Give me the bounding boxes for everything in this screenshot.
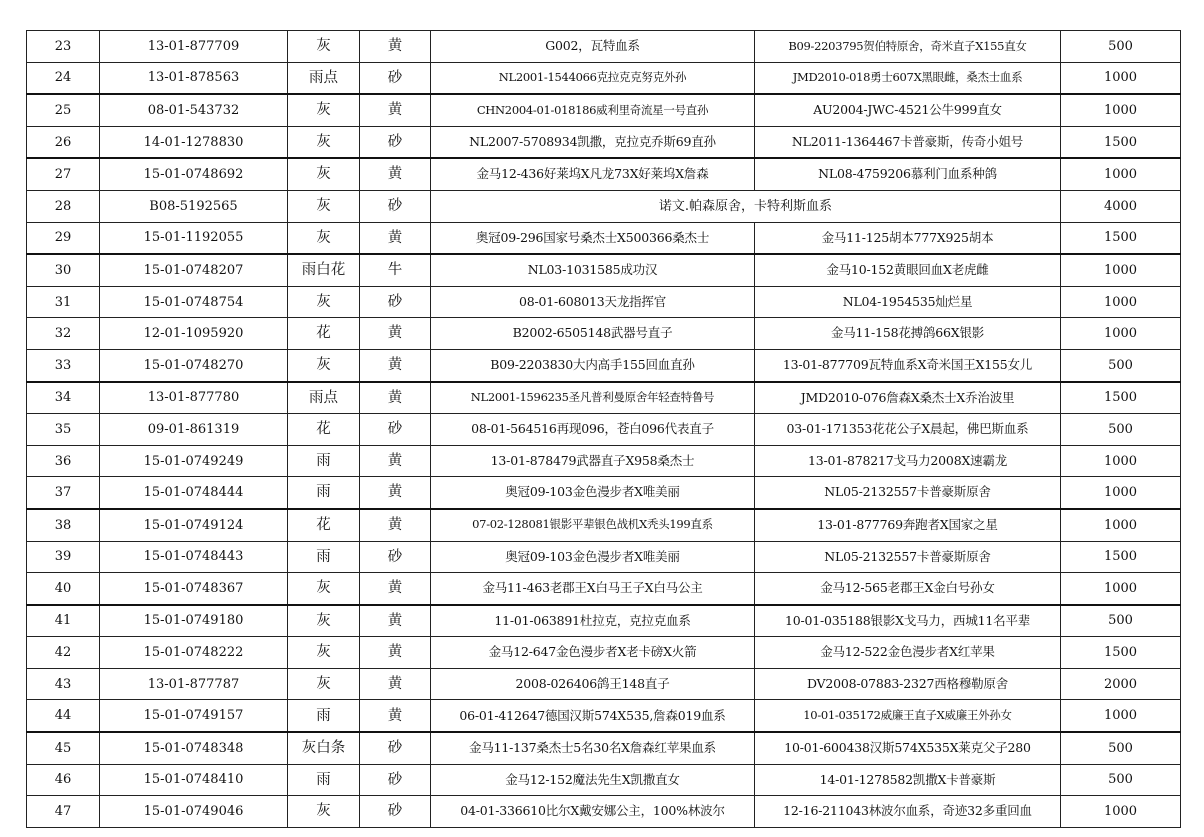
ring-number-cell: 13-01-877709	[100, 31, 288, 63]
price-cell: 1000	[1061, 254, 1181, 286]
eye-color-cell: 黄	[360, 668, 431, 700]
sire-pedigree-cell: 奥冠09-296国家号桑杰士X500366桑杰士	[431, 222, 755, 254]
sire-pedigree-cell: 金马12-152魔法先生X凯撒直女	[431, 764, 755, 796]
sire-pedigree-cell: NL2001-1596235圣凡普利曼原舍年轻查特鲁号	[431, 382, 755, 414]
ring-number-cell: 15-01-0749157	[100, 700, 288, 732]
price-cell: 1000	[1061, 509, 1181, 541]
eye-color-cell: 黄	[360, 509, 431, 541]
table-row	[27, 605, 1181, 637]
feather-color-cell: 灰	[288, 668, 360, 700]
eye-color-cell: 砂	[360, 414, 431, 446]
dam-pedigree-cell: 10-01-035172威廉王直子X威廉王外孙女	[755, 700, 1061, 732]
eye-color-cell: 黄	[360, 318, 431, 350]
feather-color-cell: 雨点	[288, 62, 360, 94]
feather-color-cell: 花	[288, 509, 360, 541]
feather-color-cell: 灰	[288, 158, 360, 190]
dam-pedigree-cell: 金马12-565老郡王X金白号孙女	[755, 573, 1061, 605]
price-cell: 1000	[1061, 94, 1181, 126]
price-cell: 1000	[1061, 62, 1181, 94]
sire-pedigree-cell: B09-2203830大内高手155回血直孙	[431, 349, 755, 381]
row-number-cell: 47	[27, 796, 100, 828]
feather-color-cell: 灰	[288, 222, 360, 254]
ring-number-cell: 15-01-0748222	[100, 637, 288, 669]
dam-pedigree-cell: 03-01-171353花花公子X晨起，佛巴斯血系	[755, 414, 1061, 446]
ring-number-cell: 15-01-0748754	[100, 286, 288, 318]
table-row	[27, 62, 1181, 94]
feather-color-cell: 灰	[288, 605, 360, 637]
feather-color-cell: 灰白条	[288, 732, 360, 764]
table-row	[27, 318, 1181, 350]
price-cell: 500	[1061, 349, 1181, 381]
eye-color-cell: 砂	[360, 764, 431, 796]
table-row	[27, 414, 1181, 446]
price-cell: 1000	[1061, 700, 1181, 732]
sire-pedigree-cell: 13-01-878479武器直子X958桑杰士	[431, 445, 755, 477]
row-number-cell: 40	[27, 573, 100, 605]
price-cell: 1500	[1061, 382, 1181, 414]
dam-pedigree-cell: 13-01-877709瓦特血系X奇米国王X155女儿	[755, 349, 1061, 381]
eye-color-cell: 黄	[360, 445, 431, 477]
feather-color-cell: 灰	[288, 573, 360, 605]
dam-pedigree-cell: DV2008-07883-2327西格穆勒原舍	[755, 668, 1061, 700]
table-body	[27, 31, 1181, 828]
table-row	[27, 541, 1181, 573]
sire-pedigree-cell: 金马11-463老郡王X白马王子X白马公主	[431, 573, 755, 605]
ring-number-cell: 15-01-0749180	[100, 605, 288, 637]
table-row	[27, 382, 1181, 414]
price-cell: 500	[1061, 764, 1181, 796]
price-cell: 1000	[1061, 573, 1181, 605]
eye-color-cell: 黄	[360, 222, 431, 254]
dam-pedigree-cell: 10-01-035188银影X戈马力，西城11名平辈	[755, 605, 1061, 637]
table-row	[27, 94, 1181, 126]
feather-color-cell: 灰	[288, 286, 360, 318]
ring-number-cell: 13-01-877787	[100, 668, 288, 700]
ring-number-cell: 15-01-0748348	[100, 732, 288, 764]
sire-pedigree-cell: 08-01-564516再现096，苍白096代表直子	[431, 414, 755, 446]
eye-color-cell: 牛	[360, 254, 431, 286]
sire-pedigree-cell: NL2007-5708934凯撒，克拉克乔斯69直孙	[431, 126, 755, 158]
feather-color-cell: 雨	[288, 477, 360, 509]
sire-pedigree-cell: 金马12-436好莱坞X凡龙73X好莱坞X詹森	[431, 158, 755, 190]
price-cell: 1000	[1061, 477, 1181, 509]
dam-pedigree-cell: 10-01-600438汉斯574X535X莱克父子280	[755, 732, 1061, 764]
table-row	[27, 349, 1181, 381]
eye-color-cell: 黄	[360, 477, 431, 509]
price-cell: 1000	[1061, 796, 1181, 828]
ring-number-cell: 15-01-0748444	[100, 477, 288, 509]
ring-number-cell: 15-01-0749046	[100, 796, 288, 828]
dam-pedigree-cell: 金马10-152黄眼回血X老虎雌	[755, 254, 1061, 286]
price-cell: 500	[1061, 605, 1181, 637]
ring-number-cell: 15-01-1192055	[100, 222, 288, 254]
price-cell: 500	[1061, 732, 1181, 764]
eye-color-cell: 黄	[360, 605, 431, 637]
eye-color-cell: 砂	[360, 190, 431, 222]
sire-pedigree-cell: 11-01-063891杜拉克，克拉克血系	[431, 605, 755, 637]
sire-pedigree-cell: NL2001-1544066克拉克克努克外孙	[431, 62, 755, 94]
dam-pedigree-cell: NL05-2132557卡普豪斯原舍	[755, 477, 1061, 509]
feather-color-cell: 花	[288, 318, 360, 350]
feather-color-cell: 灰	[288, 637, 360, 669]
eye-color-cell: 黄	[360, 158, 431, 190]
feather-color-cell: 灰	[288, 349, 360, 381]
eye-color-cell: 砂	[360, 541, 431, 573]
eye-color-cell: 砂	[360, 62, 431, 94]
price-cell: 500	[1061, 414, 1181, 446]
table-row	[27, 764, 1181, 796]
ring-number-cell: 13-01-877780	[100, 382, 288, 414]
dam-pedigree-cell: NL04-1954535灿烂星	[755, 286, 1061, 318]
sire-pedigree-cell: 金马12-647金色漫步者X老卡磅X火箭	[431, 637, 755, 669]
sire-pedigree-cell: 04-01-336610比尔X戴安娜公主，100%林波尔	[431, 796, 755, 828]
row-number-cell: 41	[27, 605, 100, 637]
dam-pedigree-cell: B09-2203795贺伯特原舍，奇米直子X155直女	[755, 31, 1061, 63]
dam-pedigree-cell: 金马11-125胡本777X925胡本	[755, 222, 1061, 254]
eye-color-cell: 黄	[360, 94, 431, 126]
row-number-cell: 32	[27, 318, 100, 350]
ring-number-cell: 15-01-0748410	[100, 764, 288, 796]
sire-pedigree-cell: G002，瓦特血系	[431, 31, 755, 63]
feather-color-cell: 花	[288, 414, 360, 446]
sire-pedigree-cell: 金马11-137桑杰士5名30名X詹森红苹果血系	[431, 732, 755, 764]
eye-color-cell: 砂	[360, 732, 431, 764]
feather-color-cell: 雨	[288, 541, 360, 573]
price-cell: 1500	[1061, 637, 1181, 669]
dam-pedigree-cell: JMD2010-018勇士607X黑眼雌，桑杰士血系	[755, 62, 1061, 94]
feather-color-cell: 雨	[288, 700, 360, 732]
table-row	[27, 573, 1181, 605]
row-number-cell: 28	[27, 190, 100, 222]
sire-pedigree-cell: 06-01-412647德国汉斯574X535,詹森019血系	[431, 700, 755, 732]
row-number-cell: 24	[27, 62, 100, 94]
price-cell: 1000	[1061, 318, 1181, 350]
eye-color-cell: 黄	[360, 382, 431, 414]
row-number-cell: 45	[27, 732, 100, 764]
table-row	[27, 796, 1181, 828]
table-row	[27, 700, 1181, 732]
row-number-cell: 37	[27, 477, 100, 509]
sire-pedigree-cell: 07-02-128081银影平辈银色战机X秃头199直系	[431, 509, 755, 541]
row-number-cell: 33	[27, 349, 100, 381]
dam-pedigree-cell: JMD2010-076詹森X桑杰士X乔治波里	[755, 382, 1061, 414]
eye-color-cell: 砂	[360, 126, 431, 158]
eye-color-cell: 砂	[360, 796, 431, 828]
pigeon-listing-table	[26, 30, 1181, 828]
table-row	[27, 668, 1181, 700]
price-cell: 1500	[1061, 126, 1181, 158]
price-cell: 1000	[1061, 158, 1181, 190]
sire-pedigree-cell: 奥冠09-103金色漫步者X唯美丽	[431, 541, 755, 573]
pedigree-merged-cell: 诺文.帕森原舍，卡特利斯血系	[431, 190, 1061, 222]
price-cell: 500	[1061, 31, 1181, 63]
price-cell: 1500	[1061, 222, 1181, 254]
eye-color-cell: 砂	[360, 286, 431, 318]
ring-number-cell: 15-01-0748443	[100, 541, 288, 573]
price-cell: 2000	[1061, 668, 1181, 700]
row-number-cell: 25	[27, 94, 100, 126]
ring-number-cell: 15-01-0749124	[100, 509, 288, 541]
feather-color-cell: 灰	[288, 31, 360, 63]
table-row	[27, 637, 1181, 669]
dam-pedigree-cell: 13-01-878217戈马力2008X速霸龙	[755, 445, 1061, 477]
table-row	[27, 222, 1181, 254]
dam-pedigree-cell: 13-01-877769奔跑者X国家之星	[755, 509, 1061, 541]
eye-color-cell: 黄	[360, 349, 431, 381]
row-number-cell: 31	[27, 286, 100, 318]
price-cell: 4000	[1061, 190, 1181, 222]
dam-pedigree-cell: 12-16-211043林波尔血系，奇迹32多重回血	[755, 796, 1061, 828]
sire-pedigree-cell: CHN2004-01-018186威利里奇流星一号直孙	[431, 94, 755, 126]
row-number-cell: 44	[27, 700, 100, 732]
table-row	[27, 477, 1181, 509]
ring-number-cell: 15-01-0748367	[100, 573, 288, 605]
table-row	[27, 190, 1181, 222]
price-cell: 1500	[1061, 541, 1181, 573]
price-cell: 1000	[1061, 286, 1181, 318]
row-number-cell: 46	[27, 764, 100, 796]
ring-number-cell: 14-01-1278830	[100, 126, 288, 158]
row-number-cell: 35	[27, 414, 100, 446]
row-number-cell: 27	[27, 158, 100, 190]
table-row	[27, 158, 1181, 190]
table-row	[27, 254, 1181, 286]
table-row	[27, 126, 1181, 158]
eye-color-cell: 黄	[360, 637, 431, 669]
ring-number-cell: B08-5192565	[100, 190, 288, 222]
sire-pedigree-cell: B2002-6505148武器号直子	[431, 318, 755, 350]
row-number-cell: 29	[27, 222, 100, 254]
eye-color-cell: 黄	[360, 700, 431, 732]
table-row	[27, 286, 1181, 318]
row-number-cell: 36	[27, 445, 100, 477]
dam-pedigree-cell: NL2011-1364467卡普豪斯，传奇小姐号	[755, 126, 1061, 158]
dam-pedigree-cell: NL05-2132557卡普豪斯原舍	[755, 541, 1061, 573]
feather-color-cell: 灰	[288, 796, 360, 828]
row-number-cell: 43	[27, 668, 100, 700]
eye-color-cell: 黄	[360, 31, 431, 63]
feather-color-cell: 雨点	[288, 382, 360, 414]
row-number-cell: 38	[27, 509, 100, 541]
feather-color-cell: 雨	[288, 764, 360, 796]
ring-number-cell: 15-01-0748207	[100, 254, 288, 286]
sire-pedigree-cell: 08-01-608013天龙指挥官	[431, 286, 755, 318]
ring-number-cell: 13-01-878563	[100, 62, 288, 94]
sire-pedigree-cell: 奥冠09-103金色漫步者X唯美丽	[431, 477, 755, 509]
feather-color-cell: 灰	[288, 190, 360, 222]
ring-number-cell: 09-01-861319	[100, 414, 288, 446]
ring-number-cell: 08-01-543732	[100, 94, 288, 126]
ring-number-cell: 12-01-1095920	[100, 318, 288, 350]
dam-pedigree-cell: NL08-4759206慕利门血系种鸽	[755, 158, 1061, 190]
feather-color-cell: 雨	[288, 445, 360, 477]
dam-pedigree-cell: 金马12-522金色漫步者X红苹果	[755, 637, 1061, 669]
table-row	[27, 445, 1181, 477]
table-row	[27, 732, 1181, 764]
dam-pedigree-cell: 14-01-1278582凯撒X卡普豪斯	[755, 764, 1061, 796]
feather-color-cell: 雨白花	[288, 254, 360, 286]
feather-color-cell: 灰	[288, 94, 360, 126]
row-number-cell: 42	[27, 637, 100, 669]
row-number-cell: 23	[27, 31, 100, 63]
ring-number-cell: 15-01-0749249	[100, 445, 288, 477]
eye-color-cell: 黄	[360, 573, 431, 605]
feather-color-cell: 灰	[288, 126, 360, 158]
table-row	[27, 31, 1181, 63]
ring-number-cell: 15-01-0748692	[100, 158, 288, 190]
sire-pedigree-cell: NL03-1031585成功汉	[431, 254, 755, 286]
row-number-cell: 26	[27, 126, 100, 158]
dam-pedigree-cell: AU2004-JWC-4521公牛999直女	[755, 94, 1061, 126]
row-number-cell: 39	[27, 541, 100, 573]
row-number-cell: 30	[27, 254, 100, 286]
sire-pedigree-cell: 2008-026406鸽王148直子	[431, 668, 755, 700]
row-number-cell: 34	[27, 382, 100, 414]
price-cell: 1000	[1061, 445, 1181, 477]
table-row	[27, 509, 1181, 541]
ring-number-cell: 15-01-0748270	[100, 349, 288, 381]
dam-pedigree-cell: 金马11-158花搏鸽66X银影	[755, 318, 1061, 350]
